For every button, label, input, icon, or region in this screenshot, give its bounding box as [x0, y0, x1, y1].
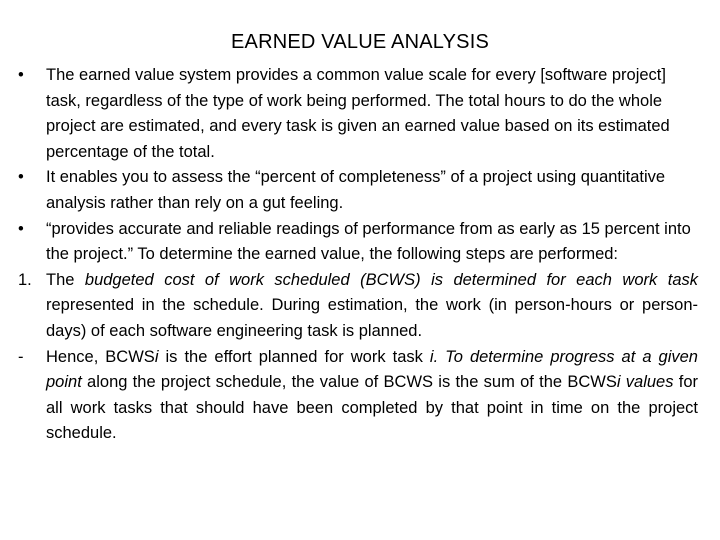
numbered-step — [18, 268, 698, 345]
dash-text-plain: Hence, BCWS — [46, 347, 155, 366]
step-text-italic: budgeted cost of work scheduled (BCWS) is determined for each work task — [84, 270, 698, 289]
dash-text-italic: i. To determine progress at a given point — [46, 347, 698, 392]
bullet-item — [18, 63, 698, 165]
dash-text-italic: i — [154, 347, 159, 366]
slide-title: EARNED VALUE ANALYSIS — [231, 31, 489, 53]
dash-text-plain: for all work tasks that should have been completed by that point in time on the project schedule. — [46, 373, 699, 443]
dash-item — [18, 345, 698, 447]
dash-text-plain: along the project schedule, the value of BCWS is the sum of the BCWS — [81, 373, 617, 392]
step-number: 1. — [18, 270, 32, 289]
bullet-marker: • — [18, 66, 24, 84]
bullet-text: “provides accurate and reliable readings of performance from as early as 15 percent into the project.” To determine the earned value, the following steps are performed: — [46, 219, 691, 264]
bullet-text: The earned value system provides a common value scale for every [software project] task, regardless of the type of work being performed. The total hours to do the whole project are estimated, and every task is given an earned value based on its estimated percentage of the total. — [46, 66, 670, 161]
dash-text-italic: i values — [616, 373, 674, 392]
dash-text-plain: is the effort planned for work task — [158, 347, 430, 366]
bullet-item — [18, 217, 698, 268]
slide-body — [18, 63, 698, 447]
bullet-text: It enables you to assess the “percent of completeness” of a project using quantitative analysis rather than rely on a gut feeling. — [46, 168, 666, 212]
step-text-plain: represented in the schedule. During estimation, the work (in person-hours or person-days) of each software engineering task is planned. — [46, 296, 698, 340]
bullet-marker: • — [18, 219, 24, 238]
step-text-plain: The — [46, 270, 85, 289]
dash-marker: - — [18, 347, 24, 366]
bullet-item — [18, 165, 698, 216]
bullet-marker: • — [18, 168, 24, 187]
